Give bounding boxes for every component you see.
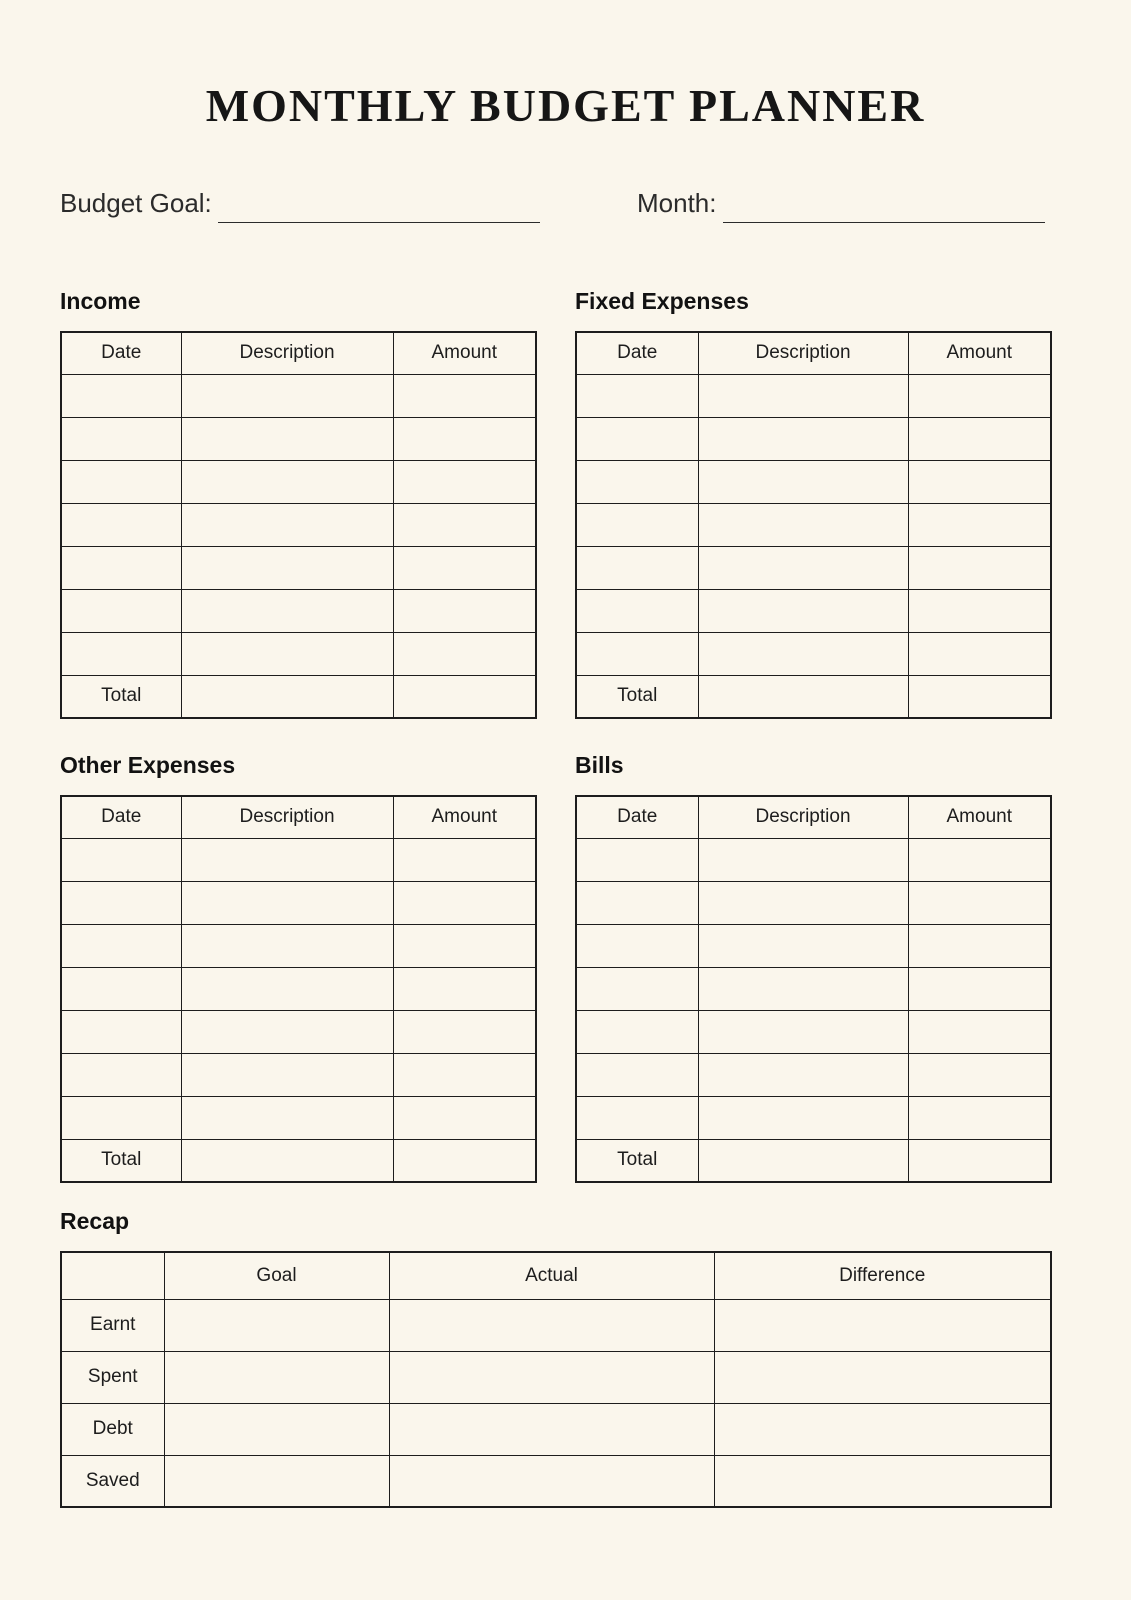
empty-cell: [393, 546, 536, 589]
column-header-description: Description: [181, 796, 393, 838]
recap-column-difference: Difference: [714, 1252, 1051, 1299]
total-row: [61, 675, 536, 718]
empty-cell: [61, 374, 181, 417]
empty-cell: [714, 1403, 1051, 1455]
empty-cell: [714, 1455, 1051, 1507]
empty-cell: [908, 1096, 1051, 1139]
empty-cell: [389, 1299, 714, 1351]
empty-cell: [61, 1096, 181, 1139]
recap-column-goal: Goal: [164, 1252, 389, 1299]
empty-cell: [181, 675, 393, 718]
empty-cell: [576, 924, 698, 967]
empty-row: [61, 503, 536, 546]
fixed-expenses-heading: Fixed Expenses: [575, 288, 749, 315]
empty-cell: [61, 417, 181, 460]
empty-cell: [908, 881, 1051, 924]
empty-cell: [698, 1139, 908, 1182]
other-expenses-section: [60, 751, 535, 1183]
empty-row: [61, 546, 536, 589]
empty-cell: [61, 460, 181, 503]
empty-cell: [908, 1139, 1051, 1182]
empty-cell: [576, 967, 698, 1010]
empty-cell: [61, 503, 181, 546]
empty-cell: [576, 417, 698, 460]
column-header-date: Date: [576, 332, 698, 374]
empty-cell: [393, 417, 536, 460]
recap-row-label: Earnt: [61, 1299, 164, 1351]
empty-row: [576, 881, 1051, 924]
empty-cell: [61, 967, 181, 1010]
empty-cell: [181, 967, 393, 1010]
empty-cell: [61, 881, 181, 924]
empty-row: [61, 460, 536, 503]
empty-cell: [164, 1403, 389, 1455]
table-header-row: [576, 332, 1051, 374]
empty-cell: [698, 1010, 908, 1053]
empty-cell: [698, 374, 908, 417]
column-header-amount: Amount: [908, 796, 1051, 838]
column-header-amount: Amount: [908, 332, 1051, 374]
total-label: Total: [576, 675, 698, 718]
empty-cell: [698, 675, 908, 718]
empty-cell: [181, 1139, 393, 1182]
bills-table: [575, 795, 1052, 1183]
empty-cell: [576, 374, 698, 417]
empty-cell: [908, 838, 1051, 881]
empty-cell: [393, 1139, 536, 1182]
empty-row: [576, 1053, 1051, 1096]
empty-cell: [389, 1455, 714, 1507]
empty-cell: [393, 675, 536, 718]
recap-row-label: Spent: [61, 1351, 164, 1403]
empty-cell: [61, 1053, 181, 1096]
empty-cell: [698, 881, 908, 924]
empty-cell: [61, 632, 181, 675]
empty-cell: [576, 1010, 698, 1053]
empty-cell: [164, 1299, 389, 1351]
month-field: [637, 183, 1045, 223]
empty-cell: [181, 503, 393, 546]
empty-cell: [908, 924, 1051, 967]
empty-cell: [61, 924, 181, 967]
empty-cell: [181, 632, 393, 675]
page-title: MONTHLY BUDGET PLANNER: [205, 80, 926, 131]
bills-section: [575, 751, 1050, 1183]
empty-cell: [576, 503, 698, 546]
empty-cell: [393, 967, 536, 1010]
table-header-row: [576, 796, 1051, 838]
empty-cell: [698, 460, 908, 503]
budget-tables-grid: [60, 287, 1050, 1183]
empty-row: [576, 1096, 1051, 1139]
month-input-line: [723, 185, 1045, 223]
empty-cell: [181, 460, 393, 503]
empty-cell: [393, 460, 536, 503]
column-header-amount: Amount: [393, 796, 536, 838]
other-expenses-table: [60, 795, 537, 1183]
budget-goal-label: Budget Goal:: [60, 188, 212, 219]
empty-cell: [393, 1010, 536, 1053]
empty-cell: [714, 1351, 1051, 1403]
empty-cell: [61, 838, 181, 881]
empty-cell: [714, 1299, 1051, 1351]
total-row: [576, 1139, 1051, 1182]
empty-cell: [181, 417, 393, 460]
table-header-row: [61, 332, 536, 374]
empty-cell: [181, 1053, 393, 1096]
empty-cell: [698, 503, 908, 546]
empty-row: [61, 1053, 536, 1096]
total-label: Total: [61, 1139, 181, 1182]
empty-cell: [393, 374, 536, 417]
empty-cell: [908, 967, 1051, 1010]
empty-row: [61, 417, 536, 460]
column-header-date: Date: [576, 796, 698, 838]
month-label: Month:: [637, 188, 717, 219]
empty-cell: [181, 838, 393, 881]
empty-cell: [698, 546, 908, 589]
empty-row: [61, 838, 536, 881]
budget-goal-input-line: [218, 185, 540, 223]
empty-cell: [181, 881, 393, 924]
recap-header-row: [61, 1252, 1051, 1299]
column-header-date: Date: [61, 332, 181, 374]
empty-row: [576, 924, 1051, 967]
table-header-row: [61, 796, 536, 838]
empty-cell: [389, 1351, 714, 1403]
empty-row: [61, 967, 536, 1010]
empty-cell: [61, 1010, 181, 1053]
empty-row: [61, 374, 536, 417]
empty-cell: [393, 1053, 536, 1096]
empty-cell: [576, 838, 698, 881]
total-row: [576, 675, 1051, 718]
empty-cell: [698, 632, 908, 675]
empty-cell: [181, 546, 393, 589]
empty-cell: [576, 460, 698, 503]
empty-cell: [576, 546, 698, 589]
empty-row: [576, 967, 1051, 1010]
empty-cell: [908, 1010, 1051, 1053]
total-label: Total: [576, 1139, 698, 1182]
income-table: [60, 331, 537, 719]
recap-row-debt: [61, 1403, 1051, 1455]
empty-row: [61, 632, 536, 675]
empty-row: [61, 924, 536, 967]
income-section: [60, 287, 535, 719]
empty-cell: [698, 967, 908, 1010]
empty-cell: [164, 1351, 389, 1403]
empty-row: [576, 374, 1051, 417]
empty-row: [576, 632, 1051, 675]
empty-cell: [181, 924, 393, 967]
empty-cell: [576, 881, 698, 924]
total-row: [61, 1139, 536, 1182]
empty-cell: [908, 503, 1051, 546]
empty-cell: [908, 546, 1051, 589]
recap-table: [60, 1251, 1052, 1508]
recap-row-saved: [61, 1455, 1051, 1507]
income-heading: Income: [60, 288, 141, 315]
empty-cell: [393, 1096, 536, 1139]
empty-row: [576, 417, 1051, 460]
empty-cell: [393, 503, 536, 546]
recap-row-label: Saved: [61, 1455, 164, 1507]
other-expenses-heading: Other Expenses: [60, 752, 236, 779]
recap-row-earnt: [61, 1299, 1051, 1351]
empty-cell: [908, 589, 1051, 632]
column-header-description: Description: [698, 796, 908, 838]
empty-cell: [908, 460, 1051, 503]
recap-column-actual: Actual: [389, 1252, 714, 1299]
empty-row: [576, 503, 1051, 546]
empty-cell: [576, 632, 698, 675]
empty-row: [576, 589, 1051, 632]
empty-cell: [393, 838, 536, 881]
column-header-description: Description: [181, 332, 393, 374]
empty-cell: [393, 632, 536, 675]
empty-cell: [908, 675, 1051, 718]
recap-corner-cell: [61, 1252, 164, 1299]
recap-row-spent: [61, 1351, 1051, 1403]
recap-heading: Recap: [60, 1208, 130, 1235]
empty-cell: [61, 589, 181, 632]
empty-cell: [908, 632, 1051, 675]
empty-cell: [698, 924, 908, 967]
empty-cell: [393, 924, 536, 967]
empty-cell: [393, 589, 536, 632]
empty-cell: [908, 1053, 1051, 1096]
empty-row: [576, 460, 1051, 503]
empty-row: [576, 838, 1051, 881]
recap-row-label: Debt: [61, 1403, 164, 1455]
empty-cell: [576, 589, 698, 632]
empty-cell: [908, 417, 1051, 460]
empty-cell: [908, 374, 1051, 417]
empty-cell: [576, 1096, 698, 1139]
empty-row: [576, 546, 1051, 589]
empty-cell: [164, 1455, 389, 1507]
empty-row: [576, 1010, 1051, 1053]
fixed-expenses-section: [575, 287, 1050, 719]
empty-cell: [698, 838, 908, 881]
empty-cell: [181, 374, 393, 417]
empty-row: [61, 881, 536, 924]
empty-cell: [181, 1096, 393, 1139]
empty-cell: [181, 1010, 393, 1053]
empty-row: [61, 1010, 536, 1053]
column-header-amount: Amount: [393, 332, 536, 374]
header-fields-row: [60, 183, 1050, 229]
empty-row: [61, 589, 536, 632]
recap-section: [60, 1207, 1050, 1508]
total-label: Total: [61, 675, 181, 718]
empty-row: [61, 1096, 536, 1139]
empty-cell: [393, 881, 536, 924]
empty-cell: [698, 417, 908, 460]
empty-cell: [181, 589, 393, 632]
empty-cell: [698, 1096, 908, 1139]
bills-heading: Bills: [575, 752, 624, 779]
empty-cell: [576, 1053, 698, 1096]
budget-goal-field: [60, 183, 540, 223]
column-header-date: Date: [61, 796, 181, 838]
column-header-description: Description: [698, 332, 908, 374]
empty-cell: [61, 546, 181, 589]
empty-cell: [698, 1053, 908, 1096]
empty-cell: [389, 1403, 714, 1455]
fixed-expenses-table: [575, 331, 1052, 719]
empty-cell: [698, 589, 908, 632]
